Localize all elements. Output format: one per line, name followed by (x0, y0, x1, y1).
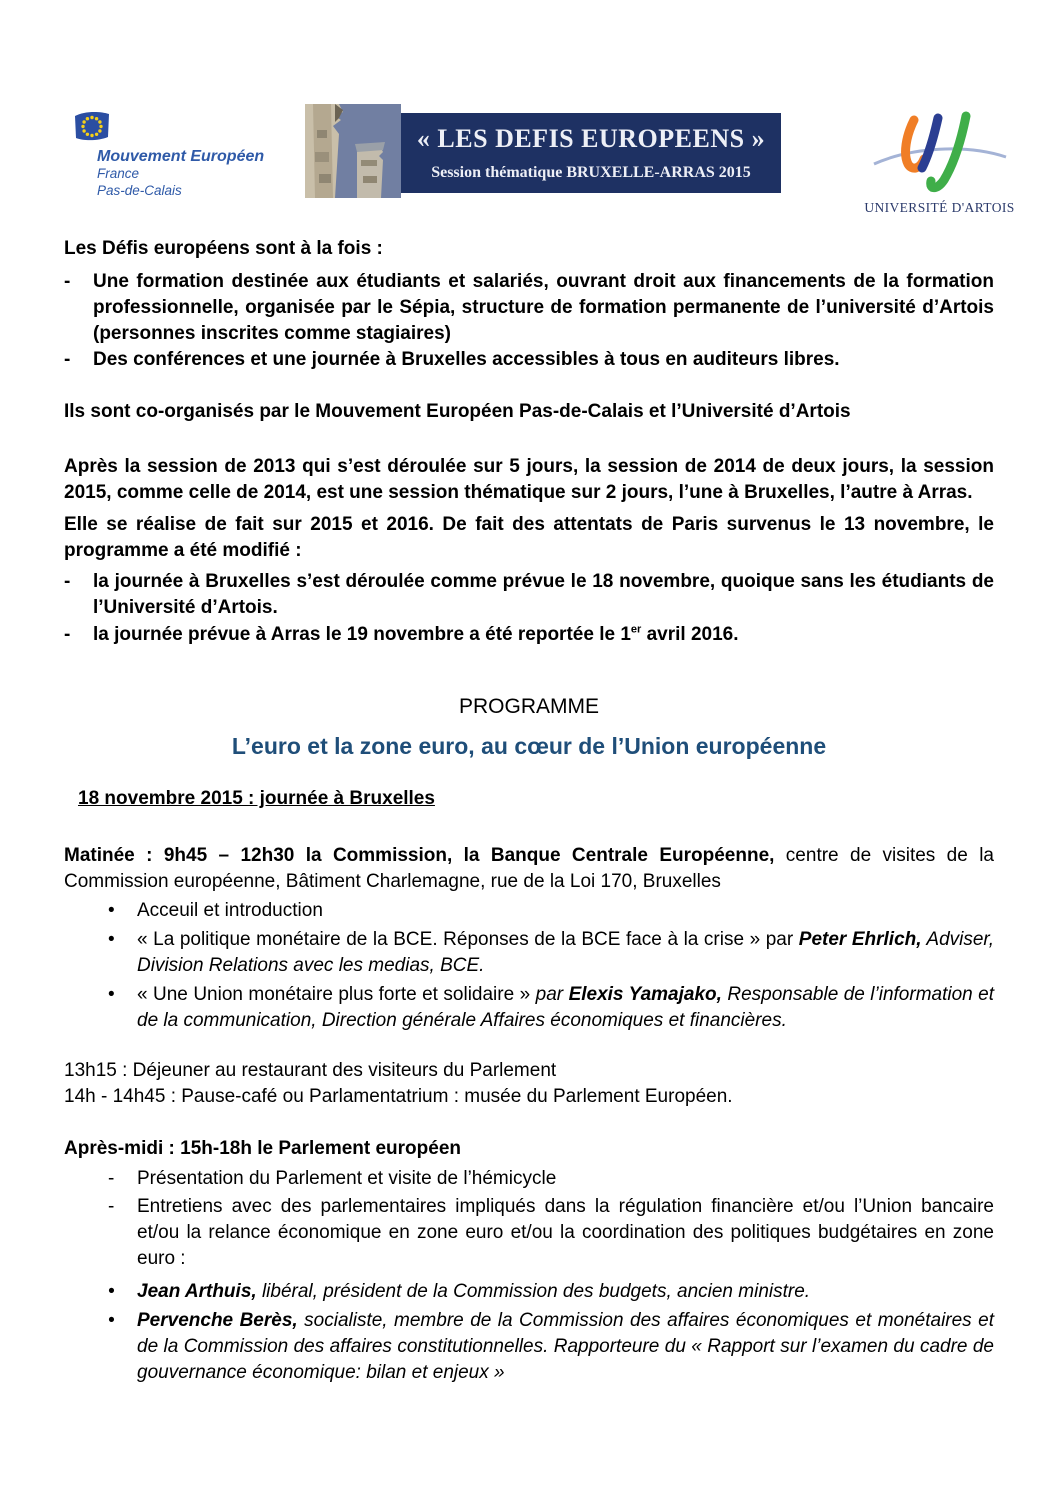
speakers-bullet-list (64, 1279, 994, 1386)
list-item (64, 622, 994, 648)
speaker-description: socialiste, membre de la Commission des affaires économiques et monétaires et de la Commission des affaires constitutionnelles. Rapporteure du « Rapport sur l’examen du cadre de gouvernance économique: bilan et enjeux » (137, 1310, 994, 1383)
bullet-marker: • (108, 1281, 115, 1302)
eu-flag-icon (72, 110, 112, 146)
dash-marker: - (64, 571, 71, 592)
list-item (108, 898, 994, 924)
list-item-text: Présentation du Parlement et visite de l’hémicycle (137, 1168, 557, 1189)
sessions-paragraph: Après la session de 2013 qui s’est déroulée sur 5 jours, la session de 2014 de deux jours, la session 2015, comme celle de 2014, est une session thématique sur 2 jours, l’une à Bruxelles, l’autre à Arras. (64, 456, 994, 503)
speaker-name: Jean Arthuis, (137, 1281, 257, 1302)
building-photo (305, 104, 401, 198)
list-item (64, 569, 994, 621)
bullet-text: « Une Union monétaire plus forte et solidaire » (137, 984, 536, 1005)
arras-text-end: avril 2016. (641, 624, 739, 645)
bullet-marker: • (108, 984, 115, 1005)
list-item (108, 1279, 994, 1305)
banner-title: « LES DEFIS EUROPEENS » (416, 123, 766, 153)
universite-artois-logo (862, 110, 1017, 216)
dash-marker: - (64, 349, 71, 370)
list-item-text (137, 982, 994, 1034)
list-item-text: Entretiens avec des parlementaires impliqués dans la régulation financière et/ou l’Union bancaire et/ou la relance économique en zone euro et/ou la coordination des politiques budgétaires en zone euro : (137, 1196, 994, 1269)
matinee-heading-bold: Matinée : 9h45 – 12h30 la Commission, la Banque Centrale Européenne, (64, 845, 775, 866)
banner-text-box (401, 113, 781, 193)
bullet-text-par: par (535, 984, 569, 1005)
header (0, 0, 1058, 230)
list-item (108, 1194, 994, 1272)
programme-heading: PROGRAMME (458, 695, 599, 718)
banner-subtitle: Session thématique BRUXELLE-ARRAS 2015 (431, 163, 751, 181)
list-item-text: Acceuil et introduction (137, 900, 323, 921)
list-item-text (137, 927, 994, 979)
modification-paragraph: Elle se réalise de fait sur 2015 et 2016. De fait des attentats de Paris survenus le 13 novembre, le programme a été modifié : (64, 514, 994, 561)
list-item (108, 927, 994, 979)
speaker-role: Responsable de l’information et de la communication, Direction générale Affaires économiques et financières. (137, 984, 995, 1031)
speaker-name: Elexis Yamajako, (568, 984, 722, 1005)
list-item-text: Des conférences et une journée à Bruxelles accessibles à tous en auditeurs libres. (93, 349, 840, 370)
dash-marker: - (108, 1196, 115, 1217)
list-item (108, 1166, 994, 1192)
list-item (108, 982, 994, 1034)
arras-text: la journée prévue à Arras le 19 novembre a été reportée le 1 (93, 624, 631, 645)
list-item-text (137, 1279, 994, 1305)
list-item (64, 269, 994, 347)
lunch-line: 13h15 : Déjeuner au restaurant des visiteurs du Parlement (64, 1060, 557, 1081)
dash-marker: - (64, 271, 71, 292)
list-item (64, 347, 994, 373)
speaker-name: Peter Ehrlich, (798, 929, 922, 950)
mouvement-europeen-name: Mouvement Européen (97, 148, 265, 165)
list-item (108, 1308, 994, 1386)
bullet-marker: • (108, 929, 115, 950)
date-heading: 18 novembre 2015 : journée à Bruxelles (78, 788, 435, 809)
bullet-marker: • (108, 900, 115, 921)
mouvement-europeen-logo (70, 110, 285, 199)
list-item-text (93, 622, 994, 648)
list-item-text (137, 1308, 994, 1386)
bullet-text: « La politique monétaire de la BCE. Réponses de la BCE face à la crise » par (137, 929, 799, 950)
speaker-role: Adviser, Division Relations avec les medias, BCE. (137, 929, 994, 976)
programme-title: L’euro et la zone euro, au cœur de l’Union européenne (231, 733, 827, 759)
matinee-heading (64, 843, 994, 895)
mouvement-europeen-text (97, 148, 285, 199)
coorganisers-paragraph: Ils sont co-organisés par le Mouvement Européen Pas-de-Calais et l’Université d’Artois (64, 401, 851, 422)
speaker-description: libéral, président de la Commission des budgets, ancien ministre. (256, 1281, 811, 1302)
modification-dash-list (64, 569, 994, 648)
universite-artois-caption: UNIVERSITÉ D'ARTOIS (864, 200, 1015, 215)
mouvement-europeen-france: France (97, 166, 140, 181)
matinee-bullet-list (64, 898, 994, 1034)
intro-dash-list (64, 269, 994, 373)
pause-line: 14h - 14h45 : Pause-café ou Parlamentatrium : musée du Parlement Européen. (64, 1086, 733, 1107)
document-body (64, 234, 994, 1386)
apres-midi-dash-list (64, 1166, 994, 1272)
title-banner (305, 104, 781, 198)
universite-artois-icon (870, 110, 1010, 194)
dash-marker: - (108, 1168, 115, 1189)
apres-midi-heading: Après-midi : 15h-18h le Parlement européen (64, 1138, 462, 1159)
list-item-text: la journée à Bruxelles s’est déroulée comme prévue le 18 novembre, quoique sans les étudiants de l’Université d’Artois. (93, 571, 994, 618)
dash-marker: - (64, 624, 71, 645)
arras-superscript: er (630, 623, 642, 636)
intro-lead: Les Défis européens sont à la fois : (64, 238, 383, 259)
speaker-name: Pervenche Berès, (137, 1310, 298, 1331)
matinee-heading-rest: centre de visites de la Commission européenne, Bâtiment Charlemagne, rue de la Loi 170, Bruxelles (64, 845, 994, 892)
bullet-marker: • (108, 1310, 115, 1331)
list-item-text: Une formation destinée aux étudiants et salariés, ouvrant droit aux financements de la formation professionnelle, organisée par le Sépia, structure de formation permanente de l’université d’Artois (personnes inscrites comme stagiaires) (93, 271, 994, 344)
mouvement-europeen-region: Pas-de-Calais (97, 183, 182, 198)
